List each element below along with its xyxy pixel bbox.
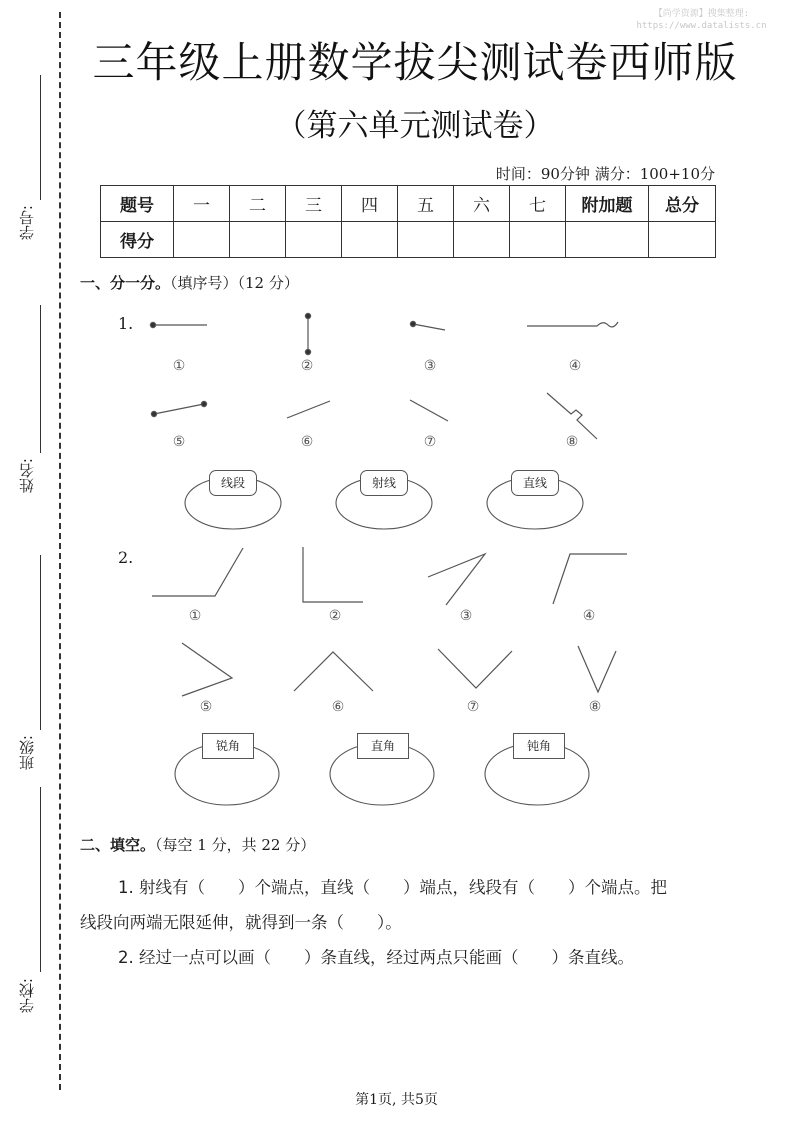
q2-figure-label: ⑥ <box>331 699 345 715</box>
q1-figure-label: ⑤ <box>172 434 186 450</box>
category-tag-ray: 射线 <box>360 470 408 496</box>
name-label: 姓名: <box>18 458 36 494</box>
q1-figure-label: ① <box>172 358 186 374</box>
q1-figure-label: ⑥ <box>300 434 314 450</box>
student-id-label: 学号: <box>18 205 36 241</box>
q2-figure-label: ⑦ <box>466 699 480 715</box>
header-cell: 七 <box>510 186 566 222</box>
header-cell: 附加题 <box>566 186 649 222</box>
q2-figure-label: ⑤ <box>199 699 213 715</box>
header-cell: 总分 <box>649 186 716 222</box>
q2-figure-label: ① <box>188 608 202 624</box>
q2-figure-label: ② <box>328 608 342 624</box>
category-tag-segment: 线段 <box>209 470 257 496</box>
page-title: 三年级上册数学拔尖测试卷西师版 <box>92 38 738 87</box>
class-label: 班级: <box>18 735 36 771</box>
header-cell: 题号 <box>101 186 174 222</box>
category-tag-obtuse: 钝角 <box>513 733 565 759</box>
header-cell: 一 <box>174 186 230 222</box>
q2-figure-label: ⑧ <box>588 699 602 715</box>
q1-figure-label: ⑦ <box>423 434 437 450</box>
q2-figure-label: ③ <box>459 608 473 624</box>
watermark-line-2: https://www.datalists.cn <box>636 21 767 31</box>
category-tag-right: 直角 <box>357 733 409 759</box>
q1-figure-label: ③ <box>423 358 437 374</box>
q1-figure-label: ⑧ <box>565 434 579 450</box>
exam-meta: 时间：90分钟 满分：100+10分 <box>495 165 715 183</box>
section-2-heading: 二、填空。 <box>80 836 156 854</box>
header-cell: 六 <box>454 186 510 222</box>
watermark-line-1: 【尚学资源】搜集整理: <box>653 9 750 19</box>
section-1-note: （填序号）（12 分） <box>170 274 299 292</box>
category-tag-acute: 锐角 <box>202 733 254 759</box>
fill-q1-line2: 线段向两端无限延伸，就得到一条（ ）。 <box>80 913 402 932</box>
page-subtitle: （第六单元测试卷） <box>275 108 555 144</box>
header-cell: 五 <box>398 186 454 222</box>
section-2-title <box>80 834 315 855</box>
q1-figure-label: ② <box>300 358 314 374</box>
category-tag-line: 直线 <box>511 470 559 496</box>
header-cell: 三 <box>286 186 342 222</box>
fill-q2: 2. 经过一点可以画（ ）条直线，经过两点只能画（ ）条直线。 <box>118 948 634 967</box>
q1-figure-label: ④ <box>568 358 582 374</box>
row-label: 得分 <box>101 222 174 258</box>
fill-q1-line1: 1. 射线有（ ）个端点，直线（ ）端点，线段有（ ）个端点。把 <box>118 878 667 897</box>
section-2-note: （每空 1 分，共 22 分） <box>155 836 316 854</box>
header-cell: 二 <box>230 186 286 222</box>
q2-number: 2. <box>118 548 134 567</box>
page-number: 第1页, 共5页 <box>355 1092 438 1108</box>
q2-figure-label: ④ <box>582 608 596 624</box>
school-label: 学校: <box>18 978 36 1014</box>
header-cell: 四 <box>342 186 398 222</box>
section-1-heading: 一、分一分。 <box>80 274 171 292</box>
q1-number: 1. <box>118 314 134 333</box>
